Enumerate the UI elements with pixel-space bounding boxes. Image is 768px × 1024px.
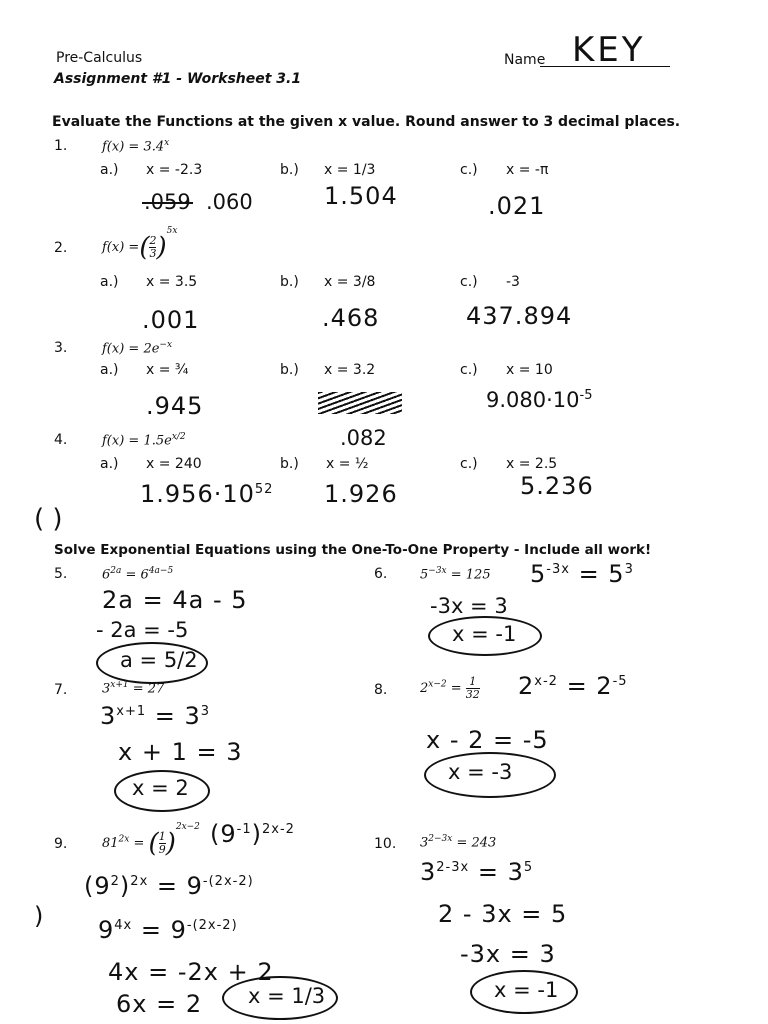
- course-title: Pre-Calculus: [56, 50, 143, 66]
- problem-function: f(x) =( $\frac{2}{3}$ )$^{5x}$: [102, 226, 178, 263]
- handwritten-answer: $1.956\cdot 10^{52}$: [140, 480, 274, 508]
- problem-number: 3.: [54, 340, 68, 356]
- problem-number: 10.: [374, 836, 397, 852]
- handwritten-work: -3x = 3: [460, 940, 556, 968]
- part-value: x = ¾: [146, 362, 189, 378]
- handwritten-work: $(9^{-1})^{2x-2}$: [210, 820, 295, 848]
- handwritten-answer: x = 1/3: [248, 984, 326, 1008]
- problem-equation: $6^{2a} = 6^{4a-5}$: [102, 566, 174, 583]
- part-label: b.): [280, 456, 299, 472]
- handwritten-answer: .468: [322, 304, 380, 332]
- handwritten-answer-crossed: .059: [144, 190, 191, 214]
- part-label: a.): [100, 456, 119, 472]
- problem-number: 1.: [54, 138, 68, 154]
- handwritten-answer: .060: [206, 190, 253, 214]
- handwritten-answer: $9.080\cdot 10^{-5}$: [486, 388, 593, 412]
- part-label: c.): [460, 162, 478, 178]
- problem-number: 8.: [374, 682, 388, 698]
- handwritten-work: 6x = 2: [116, 990, 203, 1018]
- part-value: -3: [506, 274, 520, 290]
- problem-equation: $2^{x-2}$ = $\frac{1}{32}$: [420, 675, 480, 701]
- problem-equation: $3^{2-3x} = 243$: [420, 834, 497, 851]
- handwritten-work: - 2a = -5: [96, 618, 189, 642]
- handwritten-answer: 1.504: [324, 182, 398, 210]
- section2-instructions: Solve Exponential Equations using the One-To-One Property - Include all work!: [54, 542, 652, 558]
- scribbled-out-answer: [318, 392, 402, 414]
- part-label: c.): [460, 274, 478, 290]
- handwritten-answer: x = -1: [494, 978, 559, 1002]
- handwritten-answer: .082: [340, 426, 387, 450]
- hole-punch-mark: ( ): [34, 504, 63, 534]
- handwritten-work: 2a = 4a - 5: [102, 586, 248, 614]
- handwritten-answer: 1.926: [324, 480, 398, 508]
- part-label: c.): [460, 456, 478, 472]
- part-value: x = 3.2: [324, 362, 376, 378]
- handwritten-work: 2 - 3x = 5: [438, 900, 568, 928]
- part-value: x = 240: [146, 456, 202, 472]
- handwritten-answer: x = -3: [448, 760, 513, 784]
- problem-equation: $3^{x+1} = 27$: [102, 680, 165, 697]
- part-value: x = -2.3: [146, 162, 203, 178]
- handwritten-answer: x = -1: [452, 622, 517, 646]
- handwritten-work: $5^{-3x} = 5^3$: [530, 560, 634, 588]
- handwritten-answer: .021: [488, 192, 546, 220]
- handwritten-work: 4x = -2x + 2: [108, 958, 274, 986]
- handwritten-answer: x = 2: [132, 776, 189, 800]
- handwritten-work: $3^{x+1} = 3^3$: [100, 702, 211, 730]
- part-value: x = ½: [326, 456, 369, 472]
- problem-equation: $81^{2x}$ = ( $\frac{1}{9}$ )$^{2x-2}$: [102, 822, 200, 859]
- hole-punch-mark: ): [34, 902, 44, 930]
- part-label: a.): [100, 162, 119, 178]
- handwritten-answer: 437.894: [466, 302, 573, 330]
- part-value: x = 3/8: [324, 274, 376, 290]
- part-label: a.): [100, 362, 119, 378]
- handwritten-answer: a = 5/2: [120, 648, 198, 672]
- name-label: Name: [504, 52, 546, 68]
- problem-function: $f(x) = 2e^{-x}$: [102, 340, 173, 357]
- handwritten-work: $9^{4x} = 9^{-(2x-2)}$: [98, 916, 238, 944]
- handwritten-answer: .945: [146, 392, 204, 420]
- part-value: x = 10: [506, 362, 553, 378]
- part-value: x = -π: [506, 162, 549, 178]
- part-label: b.): [280, 274, 299, 290]
- problem-number: 7.: [54, 682, 68, 698]
- handwritten-work: x + 1 = 3: [118, 738, 243, 766]
- problem-function: $f(x) = 3.4^x$: [102, 138, 170, 155]
- problem-number: 5.: [54, 566, 68, 582]
- part-label: b.): [280, 362, 299, 378]
- handwritten-answer: 5.236: [520, 472, 594, 500]
- handwritten-work: $3^{2-3x} = 3^5$: [420, 858, 534, 886]
- problem-number: 2.: [54, 240, 68, 256]
- handwritten-work: x - 2 = -5: [426, 726, 549, 754]
- problem-number: 6.: [374, 566, 388, 582]
- part-label: c.): [460, 362, 478, 378]
- handwritten-work: $2^{x-2} = 2^{-5}$: [518, 672, 628, 700]
- problem-function: $f(x) = 1.5e^{x/2}$: [102, 432, 186, 449]
- part-value: x = 2.5: [506, 456, 558, 472]
- problem-equation: $5^{-3x} = 125$: [420, 566, 491, 583]
- handwritten-work: $(9^2)^{2x} = 9^{-(2x-2)}$: [84, 872, 254, 900]
- problem-number: 4.: [54, 432, 68, 448]
- part-value: x = 1/3: [324, 162, 376, 178]
- name-value-handwritten: KEY: [572, 30, 646, 70]
- assignment-title: Assignment #1 - Worksheet 3.1: [54, 71, 302, 87]
- section1-instructions: Evaluate the Functions at the given x value. Round answer to 3 decimal places.: [52, 114, 681, 130]
- handwritten-answer: .001: [142, 306, 200, 334]
- part-label: b.): [280, 162, 299, 178]
- handwritten-work: -3x = 3: [430, 594, 508, 618]
- problem-number: 9.: [54, 836, 68, 852]
- part-label: a.): [100, 274, 119, 290]
- part-value: x = 3.5: [146, 274, 198, 290]
